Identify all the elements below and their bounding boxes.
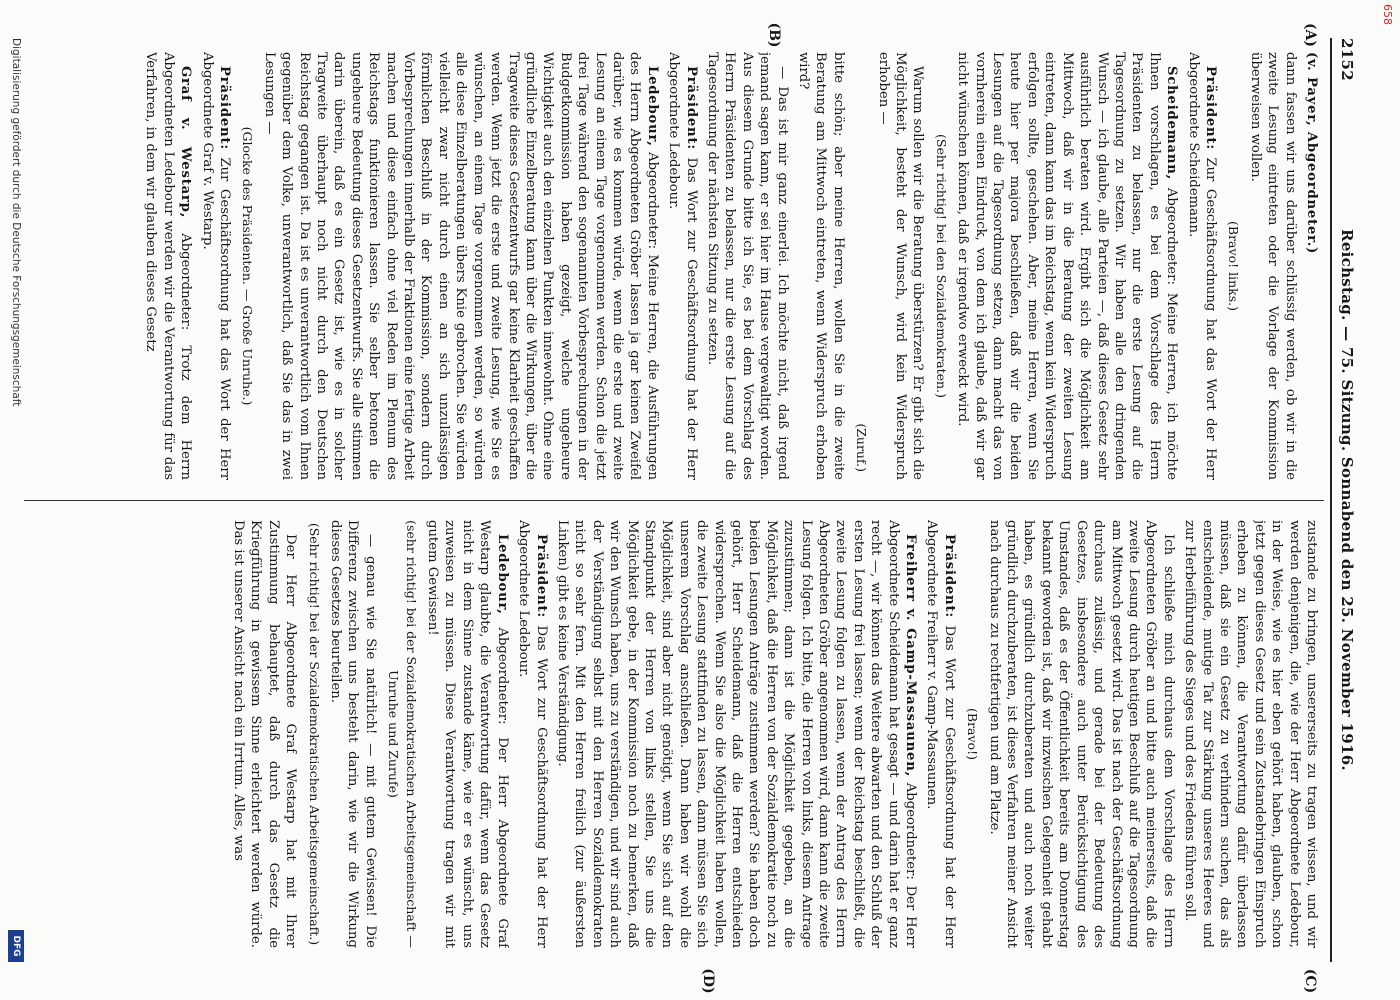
speaker-name: (v. Payer, Abgeordneter.) [1304, 52, 1319, 255]
speaker-name: Graf v. Westarp, [178, 66, 194, 219]
margin-marker-b: (B) [766, 22, 782, 48]
margin-marker-d: (D) [700, 968, 716, 994]
paragraph [954, 52, 1180, 480]
paragraph [142, 52, 194, 480]
paragraph: zustande zu bringen, unsererseits zu tragen wissen, und wir werden denjenigen, die, wie der Herr Abgeordnete Ledebour, in der Weise, wie es hier eben gehört haben, glauben, schon jetzt gegen dieses Gesetz und sein Zustandebringen Einspruch erheben zu können, die Verantwortung dafür überlassen müssen, daß sie ein Gesetz zu verhindern suchen, das als entscheidende, mutige Tat zur Stärkung unseres Heeres und zur Herbeiführung des Sieges und des Friedens führen soll. [1182, 520, 1319, 948]
reaction: (Glocke des Präsidenten. — Große Unruhe.) [240, 126, 256, 406]
reaction: (Sehr richtig! bei den Sozialdemokraten.) [933, 134, 949, 398]
margin-marker-c: (C) [1302, 968, 1318, 994]
column-divider [24, 500, 1324, 501]
paragraph: bitte schön; aber meine Herren, wollen Sie in die zweite Beratung am Mittwoch eintreten, wenn Widerspruch erhoben wird? [796, 52, 846, 480]
speech-text: Abgeordneter: Der Herr Abgeordnete Graf Westarp glaubte, die Verantwortung dafür, wenn das Gesetz nicht in dem Sinne zustande käme, wie er es wünscht, uns zuweisen zu müssen. Diese Verantwortung tragen wir mit gutem Gewissen! [425, 520, 510, 948]
speech-text: Abgeordneter: Der Herr Abgeordnete Scheidemann hat gesagt — und darin hat er ganz recht —, wir können das Weitere abwarten und den Schluß der ersten Lesung frei lassen; wenn der Reichstag beschließt, die zweite Lesung folgen zu lassen, wenn der Antrag des Herrn Abgeordneten Gröber angenommen wird, dann kann die zweite Lesung folgen. Ich bitte, die Herren von links, diesem Antrage zuzustimmen; dann ist die Möglichkeit gegeben, an die Möglichkeit, daß die Herren von der Sozialdemokratie noch zu beiden Lesungen Anträge zustimmen werden? Sie haben doch gehört, Herr Scheidemann, daß die Herren entschieden widersprechen. Wenn Sie also die Möglichkeit haben wollen, die zweite Lesung stattfinden zu lassen, dann müssen Sie sich unserem Vorschlag anschließen. Dann haben wir wohl die Möglichkeit, sind aber nicht genötigt, wenn Sie sich auf den Standpunkt der Herren von links stellen, Sie uns die Möglichkeit gebe, in der Kommission noch zu bemerken, daß wir den Wunsch haben, uns zu verständigen, und wir sind auch der Verständigung selbst mit den Herren Sozialdemokraten nicht so sehr fern. Mit den Herren freilich (zur äußersten Linken) gibt es keine Verständigung. [554, 520, 919, 948]
paragraph [1184, 52, 1219, 480]
page-title: Reichstag. — 75. Sitzung. Sonnabend den 25. November 1916. [1338, 229, 1356, 771]
speaker-name: Scheidemann, [1164, 66, 1180, 181]
speaker-name: Präsident: [1202, 66, 1218, 151]
paragraph [260, 52, 660, 480]
speaker-name: Präsident: [217, 66, 233, 151]
speaker-name: Ledebour, [644, 66, 660, 147]
speech-text: Abgeordneter: Meine Herren, ich möchte Ihnen vorschlagen, es bei dem Vorschlage des Herrn Präsidenten zu belassen, nur die erste Lesung auf die Tagesordnung zu setzen. Wir haben alle den dringenden Wunsch — ich glaube, alle Parteien —, daß dieses Gesetz sehr ausführlich beraten wird. Ergibt sich die Möglichkeit am Mittwoch, daß wir in die Beratung der zweiten Lesung eintreten, dann kann das im Reichstag, wenn kein Widerspruch erfolgen sollte, geschehen. Aber, meine Herren, wenn Sie heute hier per majora beschließen, daß wir die beiden Lesungen auf die Tagesordnung setzen, dann macht das von vornherein einen Eindruck, von dem ich glaube, daß wir gar nicht wünschen können, daß er irgendwo erweckt wird. [955, 52, 1180, 480]
paragraph: Der Herr Abgeordnete Graf Westarp hat mit Ihrer Zustimmung behauptet, daß durch das Gesetz die Kriegführung in gewissem Sinne erleichtert werden würde. Das ist unserer Ansicht nach ein Irrtum. Alles, was [231, 520, 299, 948]
paragraph: — genau wie Sie natürlich! — mit gutem Gewissen! Die Differenz zwischen uns besteht darin, wie wir die Wirkung dieses Gesetzes beurteilen. [328, 520, 378, 948]
speech-text: Das Wort zur Geschäftsordnung hat der Herr Abgeordnete Ledebour. [516, 520, 549, 948]
paragraph: dann fassen wir uns darüber schlüssig werden, ob wir in die zweite Lesung eintreten oder die Vorlage der Kommission überweisen wollen. [1247, 52, 1298, 480]
paragraph: — Das ist mir ganz einerlei. Ich möchte nicht, daß irgend jemand sagen kann, er sei hier im Hause vergewaltigt worden. Aus diesem Grunde bitte ich Sie, es bei dem Vorschlag des Herrn Präsidenten zu belassen, nur die erste Lesung auf die Tagesordnung der nächsten Sitzung zu setzen. [705, 52, 790, 480]
speaker-name: Präsident: [941, 534, 957, 619]
left-column [15, 52, 1320, 480]
paragraph: Ich schließe mich durchaus dem Vorschlage des Herrn Abgeordneten Gröber an und bitte auch meinerseits, daß die zweite Lesung durch heutigen Beschluß auf die Tagesordnung am Mittwoch gesetzt wird. Das ist nach der Geschäftsordnung durchaus zulässig, und gerade bei der Bedeutung des Gesetzes, insbesondere auch unter Berücksichtigung des Umstandes, daß es der Öffentlichkeit bereits am Donnerstag bekannt geworden ist, daß wir inzwischen Gelegenheit gehabt haben, es gründlich durchzuberaten und auch noch weiter gründlich durchzuberaten, ist dieses Verfahren meiner Ansicht nach durchaus zu rechtfertigen und am Platze. [986, 520, 1176, 948]
speech-text: Abgeordneter: Trotz dem Herrn Abgeordneten Ledebour werden wir die Verantwortung für das Verfahren, in dem wir glauben dieses Gesetz [143, 52, 194, 480]
page-header [1334, 38, 1360, 962]
paragraph [198, 52, 233, 480]
paragraph: Warum sollen wir die Beratung überstürzen? Er gibt sich die Möglichkeit, besteht der Wunsch, wird kein Widerspruch erhoben — [875, 52, 926, 480]
speech-text: Das Wort zur Geschäftsordnung hat der Herr Abgeordnete Freiherr v. Gamp-Massaunen. [924, 520, 957, 948]
page-number: 2152 [1338, 38, 1356, 81]
speaker-name: Präsident: [533, 534, 549, 619]
paragraph [1303, 52, 1320, 480]
paragraph [665, 52, 700, 480]
speech-text: Zur Geschäftsordnung hat das Wort der Herr Abgeordnete Graf v. Westarp. [199, 52, 233, 480]
speaker-name: Ledebour, [494, 534, 510, 615]
digitization-credit: Digitalisierung gefördert durch die Deutsche Forschungsgemeinschaft [10, 38, 22, 407]
paragraph [424, 520, 511, 948]
speech-text: Zur Geschäftsordnung hat das Wort der Herr Abgeordnete Scheidemann. [1185, 52, 1218, 480]
paragraph [515, 520, 550, 948]
speaker-name: Präsident: [683, 66, 699, 151]
speech-text: Das Wort zur Geschäftsordnung hat der Herr Abgeordnete Ledebour. [666, 52, 699, 480]
reaction: (Bravo!) [965, 708, 981, 760]
reaction: (Zuruf.) [854, 423, 870, 472]
reaction: (Bravo! links.) [1226, 221, 1242, 311]
speech-text: Abgeordneter: Meine Herren, die Ausführungen des Herrn Abgeordneten Gröber lassen ja gar keinen Zweifel darüber, wie es kommen würde, wenn die erste und zweite Lesung an einem Tage vorgenommen werden. Schon die jetzt drei Tage während den sogenannten Vorbesprechungen in der Budgetkommission haben gezeigt, welche ungeheure Wichtigkeit auch den einzelnen Punkten innewohnt. Ohne eine gründliche Einzelberatung kann über die Wirkungen, über die Tragweite dieses Gesetzentwurfs gar keine Klarheit geschaffen werden. Wenn jetzt die erste und zweite Lesung, wie Sie es wünschen, an einem Tage vorgenommen werden, so würden alle diese Einzelberatungen übers Knie gebrochen. Sie würden vielleicht zwar nicht durch einen an sich unzulässigen förmlichen Beschluß in der Kommission, sondern durch Vorbesprechungen innerhalb der Fraktionen eine fertige Arbeit machen und diese einfach ohne viel Reden im Plenum des Reichstags funktionieren lassen. Sie selber betonen die ungeheure Bedeutung dieses Gesetzentwurfs. Sie alle stimmen darin überein, daß es ein Gesetz ist, wie es in solcher Tragweite überhaupt noch nicht durch den Deutschen Reichstag gegangen ist. Da ist es unverantwortlich vom Ihnen gegenüber dem Volke, unverantwortlich, daß Sie das in zwei Lesungen — [261, 52, 660, 480]
reaction: (sehr richtig! bei der Sozialdemokratischen Arbeitsgemeinschaft — Unruhe und Zurufe) [386, 520, 419, 948]
reaction: (Sehr richtig! bei der Sozialdemokratischen Arbeitsgemeinschaft.) [306, 522, 322, 946]
right-column [15, 520, 1320, 948]
corner-page-mark: 658 [1381, 4, 1394, 25]
header-rule [1330, 38, 1332, 962]
margin-marker-a: (A) [1302, 22, 1318, 48]
paragraph [554, 520, 920, 948]
paragraph [923, 520, 958, 948]
dfg-logo: DFG [8, 930, 24, 962]
speaker-name: Freiherr v. Gamp-Massaunen, [903, 534, 919, 777]
